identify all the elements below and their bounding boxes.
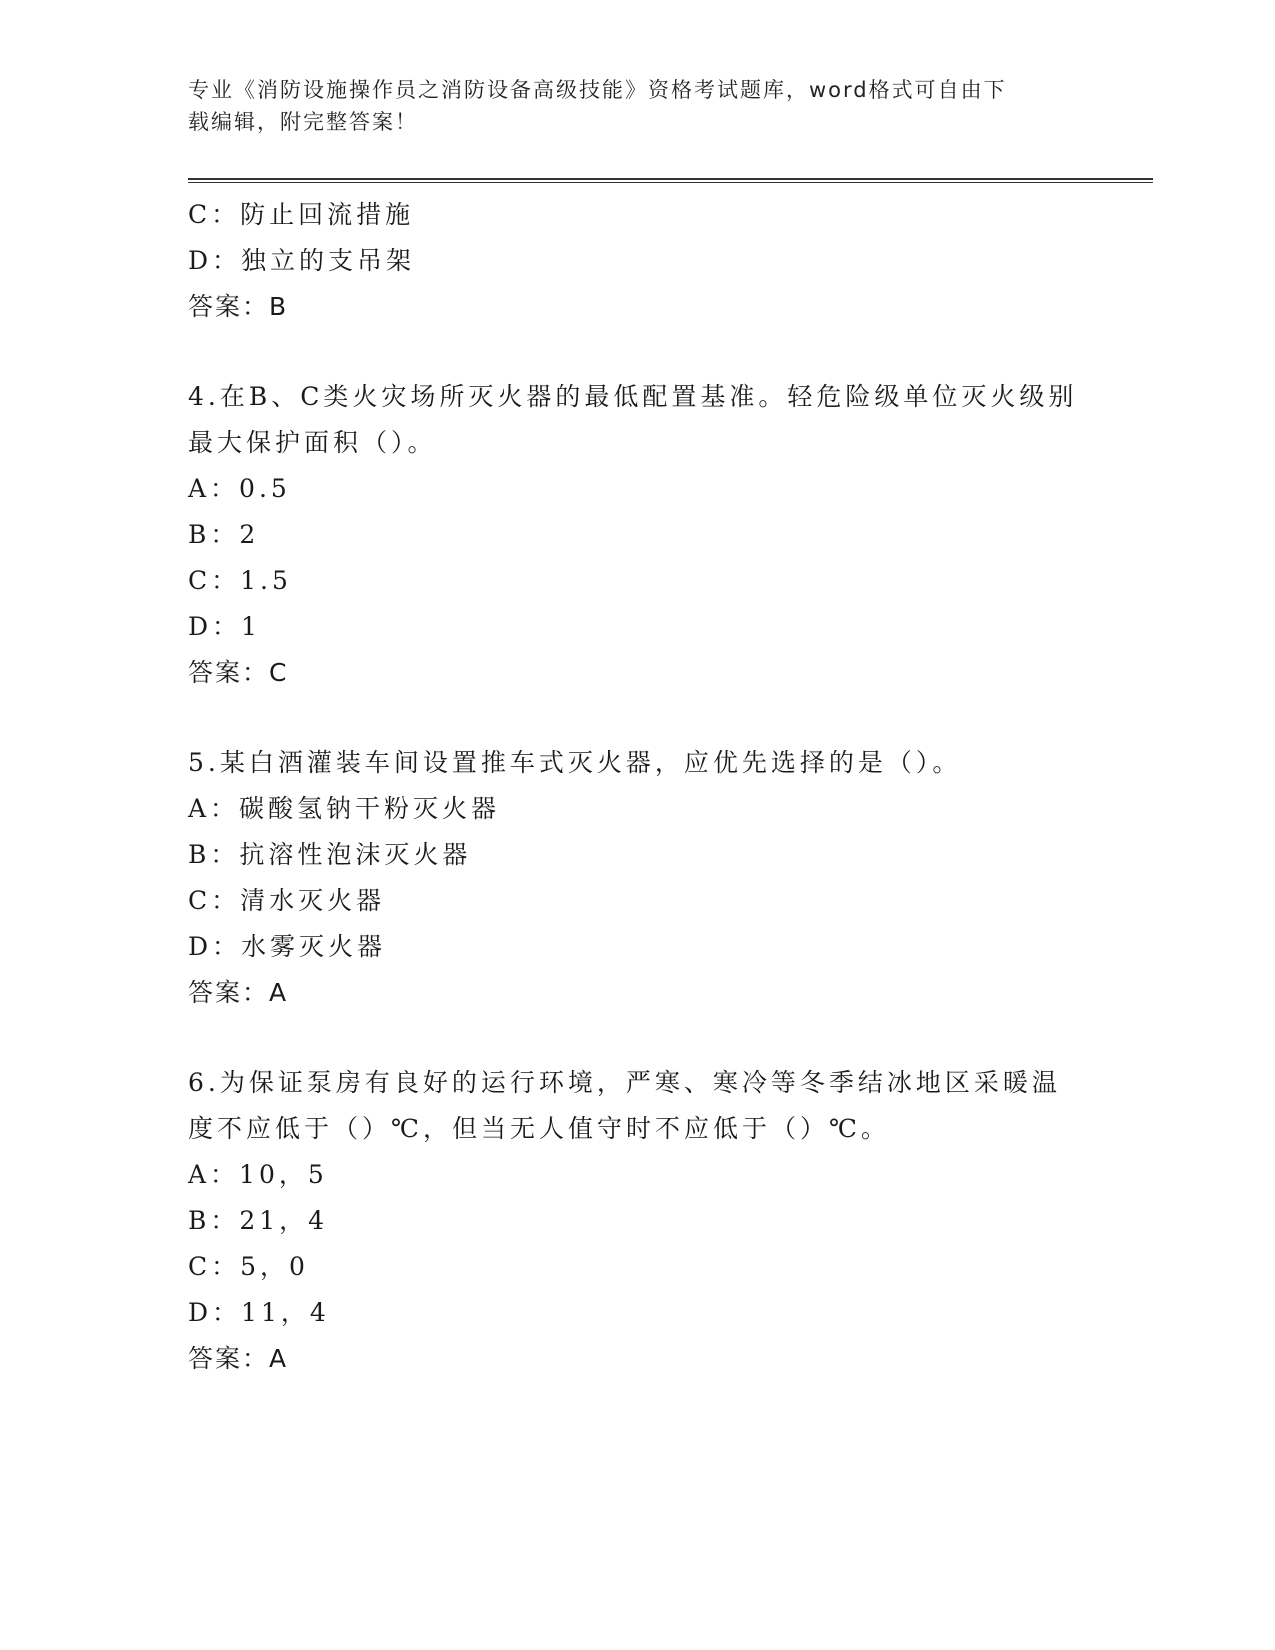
q3-option-c: C：防止回流措施 — [188, 200, 415, 229]
q6-option-b: B：21，4 — [188, 1206, 329, 1235]
q5-option-b: B：抗溶性泡沫灭火器 — [188, 840, 472, 869]
q5-option-a: A：碳酸氢钠干粉灭火器 — [188, 794, 501, 823]
q6-stem-line-1: 6.为保证泵房有良好的运行环境，严寒、寒冷等冬季结冰地区采暖温 — [188, 1068, 1061, 1097]
spacer — [188, 1016, 1108, 1060]
q5-option-c: C：清水灭火器 — [188, 886, 386, 915]
q4-option-d: D：1 — [188, 612, 261, 641]
q6-option-c: C：5，0 — [188, 1252, 309, 1281]
question-6 — [188, 1060, 1108, 1382]
q6-option-d: D：11，4 — [188, 1298, 330, 1327]
header-line-2: 载编辑，附完整答案！ — [188, 110, 418, 134]
document-header — [188, 74, 1088, 138]
q4-stem-line-2: 最大保护面积（）。 — [188, 428, 437, 457]
q6-option-a: A：10，5 — [188, 1160, 328, 1189]
q6-stem-line-2: 度不应低于（）℃，但当无人值守时不应低于（）℃。 — [188, 1114, 890, 1143]
q6-answer: 答案：A — [188, 1344, 289, 1373]
header-line-1: 专业《消防设施操作员之消防设备高级技能》资格考试题库，word格式可自由下 — [188, 78, 1007, 102]
q5-answer: 答案：A — [188, 978, 289, 1007]
question-3 — [188, 192, 1108, 330]
q5-stem-line-1: 5.某白酒灌装车间设置推车式灭火器，应优先选择的是（）。 — [188, 748, 962, 777]
q4-option-c: C：1.5 — [188, 566, 292, 595]
question-5 — [188, 740, 1108, 1016]
spacer — [188, 696, 1108, 740]
q3-option-d: D：独立的支吊架 — [188, 246, 416, 275]
q4-stem-line-1: 4.在B、C类火灾场所灭火器的最低配置基准。轻危险级单位灭火级别 — [188, 382, 1078, 411]
question-content — [188, 192, 1108, 1382]
header-divider — [188, 178, 1153, 183]
q4-option-b: B：2 — [188, 520, 260, 549]
question-4 — [188, 374, 1108, 696]
q4-option-a: A：0.5 — [188, 474, 291, 503]
q4-answer: 答案：C — [188, 658, 289, 687]
spacer — [188, 330, 1108, 374]
q5-option-d: D：水雾灭火器 — [188, 932, 387, 961]
q3-answer: 答案：B — [188, 292, 289, 321]
